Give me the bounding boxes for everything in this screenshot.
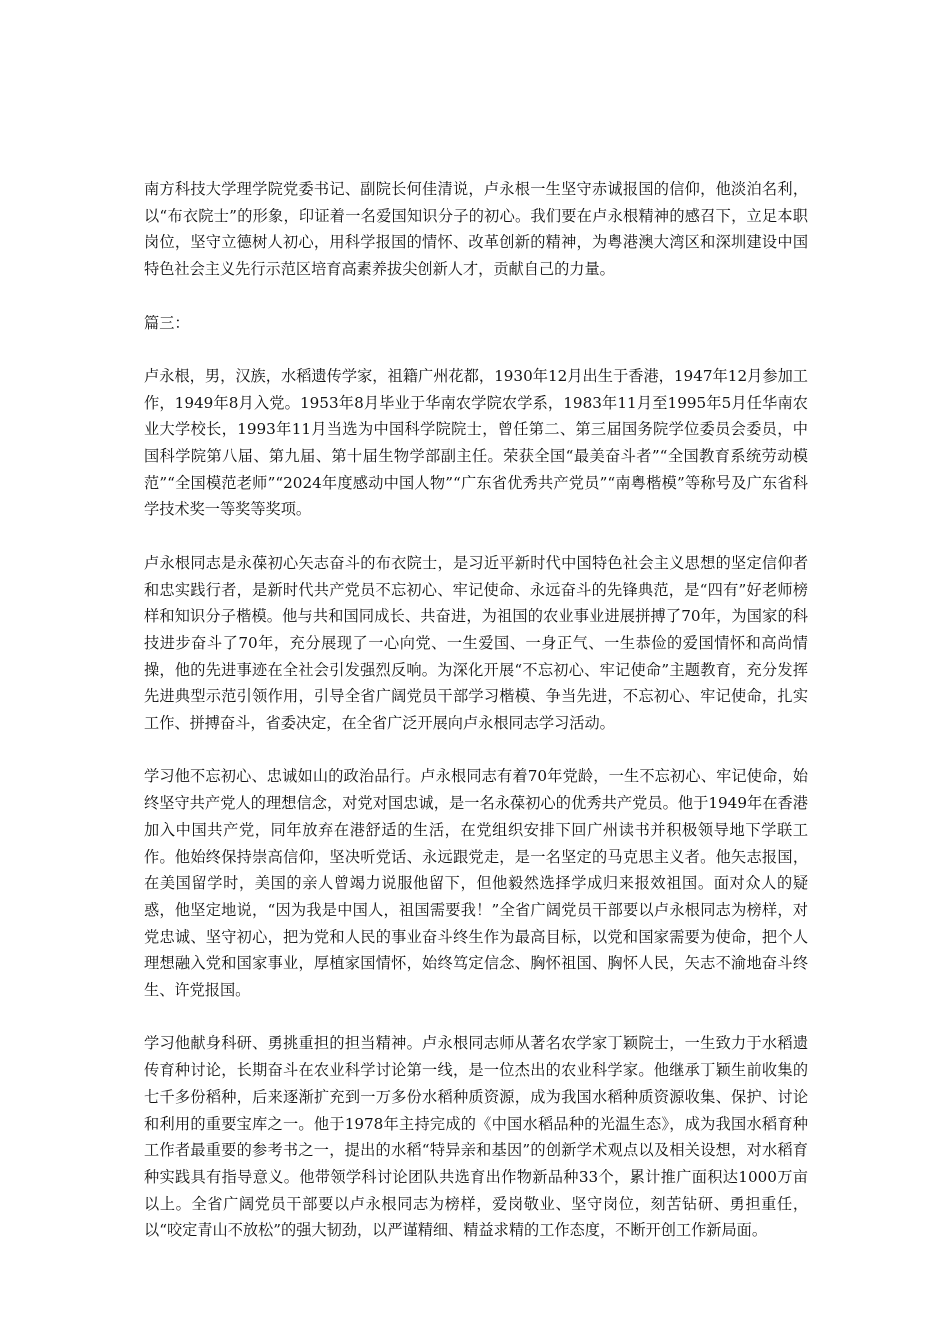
paragraph-biography: 卢永根，男，汉族，水稻遗传学家，祖籍广州花都，1930年12月出生于香港，1947年12月参加工作，1949年8月入党。1953年8月毕业于华南农学院农学系，1983年11月至1995年5月任华南农业大学校长，1993年11月当选为中国科学院院士，曾任第二、第三届国务院学位委员会委员，中国科学院第八届、第九届、第十届生物学部副主任。荣获全国“最美奋斗者”“全国教育系统劳动模范”“全国模范老师”“2024年度感动中国人物”“广东省优秀共产党员”“南粤楷模”等称号及广东省科学技术奖一等奖等奖项。 bbox=[144, 366, 808, 519]
section-heading: 篇三： bbox=[144, 313, 190, 332]
paragraph-research-dedication: 学习他献身科研、勇挑重担的担当精神。卢永根同志师从著名农学家丁颖院士，一生致力于水稻遗传育种讨论，长期奋斗在农业科学讨论第一线，是一位杰出的农业科学家。他继承丁颖生前收集的七千多份稻种，后来逐渐扩充到一万多份水稻种质资源，成为我国水稻种质资源收集、保护、讨论和利用的重要宝库之一。他于1978年主持完成的《中国水稻品种的光温生态》，成为我国水稻育种工作者最重要的参考书之一，提出的水稻“特异亲和基因”的创新学术观点以及相关设想，对水稻育种实践具有指导意义。他带领学科讨论团队共选育出作物新品种33个，累计推广面积达1000万亩以上。全省广阔党员干部要以卢永根同志为榜样，爱岗敬业、坚守岗位，刻苦钻研、勇担重任，以“咬定青山不放松”的强大韧劲，以严谨精细、精益求精的工作态度，不断开创工作新局面。 bbox=[144, 1034, 808, 1240]
document-body bbox=[144, 176, 808, 1271]
paragraph-political-integrity: 学习他不忘初心、忠诚如山的政治品行。卢永根同志有着70年党龄，一生不忘初心、牢记使命，始终坚守共产党人的理想信念，对党对国忠诚，是一名永葆初心的优秀共产党员。他于1949年在香港加入中国共产党，同年放弃在港舒适的生活，在党组织安排下回广州读书并积极领导地下学联工作。他始终保持崇高信仰，坚决听党话、永远跟党走，是一名坚定的马克思主义者。他矢志报国，在美国留学时，美国的亲人曾竭力说服他留下，但他毅然选择学成归来报效祖国。面对众人的疑惑，他坚定地说，“因为我是中国人，祖国需要我！”全省广阔党员干部要以卢永根同志为榜样，对党忠诚、坚守初心，把为党和人民的事业奋斗终生作为最高目标，以党和国家需要为使命，把个人理想融入党和国家事业，厚植家国情怀，始终笃定信念、胸怀祖国、胸怀人民，矢志不渝地奋斗终生、许党报国。 bbox=[144, 767, 808, 1000]
paragraph-intro: 南方科技大学理学院党委书记、副院长何佳清说，卢永根一生坚守赤诚报国的信仰，他淡泊名利，以“布衣院士”的形象，印证着一名爱国知识分子的初心。我们要在卢永根精神的感召下，立足本职岗位，坚守立德树人初心，用科学报国的情怀、改革创新的精神，为粤港澳大湾区和深圳建设中国特色社会主义先行示范区培育高素养拔尖创新人才，贡献自己的力量。 bbox=[144, 180, 808, 279]
paragraph-overview: 卢永根同志是永葆初心矢志奋斗的布衣院士，是习近平新时代中国特色社会主义思想的坚定信仰者和忠实践行者，是新时代共产党员不忘初心、牢记使命、永远奋斗的先锋典范，是“四有”好老师榜样和知识分子楷模。他与共和国同成长、共奋进，为祖国的农业事业进展拼搏了70年，为国家的科技进步奋斗了70年，充分展现了一心向党、一生爱国、一身正气、一生恭俭的爱国情怀和高尚情操，他的先进事迹在全社会引发强烈反响。为深化开展“不忘初心、牢记使命”主题教育，充分发挥先进典型示范引领作用，引导全省广阔党员干部学习楷模、争当先进，不忘初心、牢记使命，扎实工作、拼搏奋斗，省委决定，在全省广泛开展向卢永根同志学习活动。 bbox=[144, 553, 808, 733]
